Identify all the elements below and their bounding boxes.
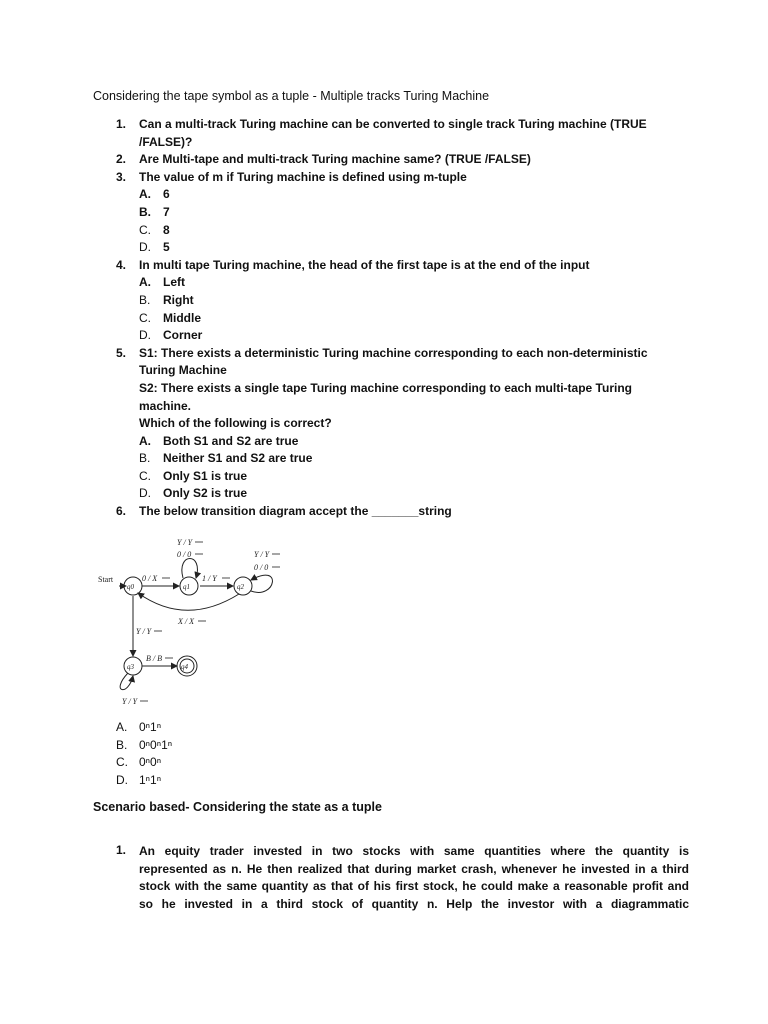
scenario-heading: Scenario based- Considering the state as a tuple: [93, 800, 382, 814]
question-number: 3.: [116, 169, 127, 184]
option-b: [0, 204, 768, 222]
option-text: 5: [163, 240, 170, 255]
option-letter: B.: [116, 737, 128, 752]
question-text: S2: There exists a single tape Turing machine corresponding to each multi-tape Turing: [139, 380, 632, 395]
option-d: [0, 327, 768, 345]
option-text: 0ⁿ0ⁿ1ⁿ: [139, 737, 173, 752]
scenario-line: An equity trader invested in two stocks with same quantities where the quantity is: [139, 844, 689, 858]
transition-diagram: [98, 532, 298, 712]
loop-q3: [120, 673, 133, 690]
section-heading: Considering the tape symbol as a tuple - Multiple tracks Turing Machine: [93, 89, 490, 103]
state-label-q2: q2: [237, 583, 244, 591]
question-5: [0, 345, 768, 503]
option-letter: D.: [139, 328, 151, 343]
option-letter: B.: [139, 292, 151, 307]
question-text: In multi tape Turing machine, the head of the first tape is at the end of the input: [139, 257, 590, 272]
option-a: [0, 274, 768, 292]
option-d: [0, 485, 768, 503]
option-c: [0, 310, 768, 328]
question-text: Are Multi-tape and multi-track Turing machine same? (TRUE /FALSE): [139, 152, 531, 167]
option-text: 0ⁿ1ⁿ: [139, 720, 162, 734]
scenario-line: so he invested in a third stock of quantity n. Help the investor with a diagrammatic: [139, 896, 689, 911]
option-text: Both S1 and S2 are true: [163, 433, 299, 448]
option-letter: C.: [116, 755, 128, 770]
option-letter: C.: [139, 468, 151, 483]
label-q1-loop-b: 0 / 0: [177, 550, 192, 559]
state-label-q4: q4: [181, 663, 188, 671]
label-q2-q0: X / X: [178, 617, 194, 626]
option-letter: D.: [116, 772, 128, 787]
question-number: 1.: [116, 843, 127, 857]
option-text: Corner: [163, 328, 203, 343]
option-d: [0, 239, 768, 257]
question-number: 4.: [116, 257, 127, 272]
question-list: [0, 116, 768, 521]
option-letter: B.: [139, 451, 151, 466]
option-letter: D.: [139, 240, 151, 255]
option-text: 1ⁿ1ⁿ: [139, 772, 162, 787]
option-b: [0, 292, 768, 310]
scenario-line: stock with the same quantity as that of his first stock, he could make a reasonable profit and: [139, 879, 689, 894]
question-4: [0, 257, 768, 345]
option-text: Right: [163, 292, 194, 307]
edge-q2-q0: [138, 593, 239, 610]
question-text: Can a multi-track Turing machine can be converted to single track Turing machine (TRUE: [139, 117, 647, 131]
option-letter: A.: [139, 187, 151, 202]
option-letter: A.: [139, 275, 151, 290]
label-q2-loop-b: 0 / 0: [254, 563, 269, 572]
option-b: [0, 450, 768, 468]
label-q3-q4: B / B: [146, 654, 162, 663]
question-number: 5.: [116, 345, 127, 360]
option-c: [0, 222, 768, 240]
question-number: 1.: [116, 117, 127, 131]
option-text: Left: [163, 275, 185, 290]
label-q1-q2: 1 / Y: [202, 574, 217, 583]
label-q3-loop: Y / Y: [122, 697, 138, 706]
state-label-q3: q3: [127, 663, 134, 671]
question-number: 6.: [116, 504, 127, 519]
question-2: [0, 151, 768, 169]
question-text: /FALSE)?: [139, 134, 193, 149]
option-text: Only S1 is true: [163, 468, 248, 483]
option-text: Middle: [163, 310, 201, 325]
option-letter: C.: [139, 222, 151, 237]
question-text: The below transition diagram accept the _______string: [139, 504, 452, 519]
label-q2-loop-a: Y / Y: [254, 550, 270, 559]
option-a: [0, 186, 768, 204]
option-b: [0, 737, 768, 755]
option-c: [0, 468, 768, 486]
label-q0-q3: Y / Y: [136, 627, 152, 636]
option-letter: A.: [116, 720, 128, 734]
question-text: machine.: [139, 398, 192, 413]
option-letter: C.: [139, 310, 151, 325]
scenario-line: represented as n. He then realized that during market crash, whenever he invested in a third: [139, 861, 689, 876]
option-text: Neither S1 and S2 are true: [163, 451, 313, 466]
option-letter: B.: [139, 204, 151, 219]
start-label: Start: [98, 575, 114, 584]
loop-q1: [182, 559, 198, 579]
label-q1-loop-a: Y / Y: [177, 538, 193, 547]
option-letter: D.: [139, 486, 151, 501]
state-label-q0: q0: [127, 583, 134, 591]
option-letter: A.: [139, 433, 151, 448]
question-1: [0, 116, 768, 151]
question-6: [0, 503, 768, 521]
question-text: The value of m if Turing machine is defined using m-tuple: [139, 169, 467, 184]
label-q0-q1: 0 / X: [142, 574, 158, 583]
question-text: S1: There exists a deterministic Turing machine corresponding to each non-deterministic: [139, 345, 648, 360]
question-text: Which of the following is correct?: [139, 416, 332, 431]
option-d: [0, 772, 768, 790]
question-number: 2.: [116, 152, 127, 167]
scenario-text: [139, 843, 689, 913]
option-a: [0, 433, 768, 451]
state-label-q1: q1: [183, 583, 190, 591]
option-text: 8: [163, 222, 170, 237]
option-text: 6: [163, 187, 170, 202]
option-text: 0ⁿ0ⁿ: [139, 755, 162, 770]
option-a: [0, 719, 768, 737]
option-text: Only S2 is true: [163, 486, 248, 501]
option-text: 7: [163, 204, 170, 219]
question-text: Turing Machine: [139, 363, 227, 378]
loop-q2: [251, 575, 272, 592]
q6-options: [0, 719, 768, 789]
question-3: [0, 169, 768, 257]
option-c: [0, 754, 768, 772]
